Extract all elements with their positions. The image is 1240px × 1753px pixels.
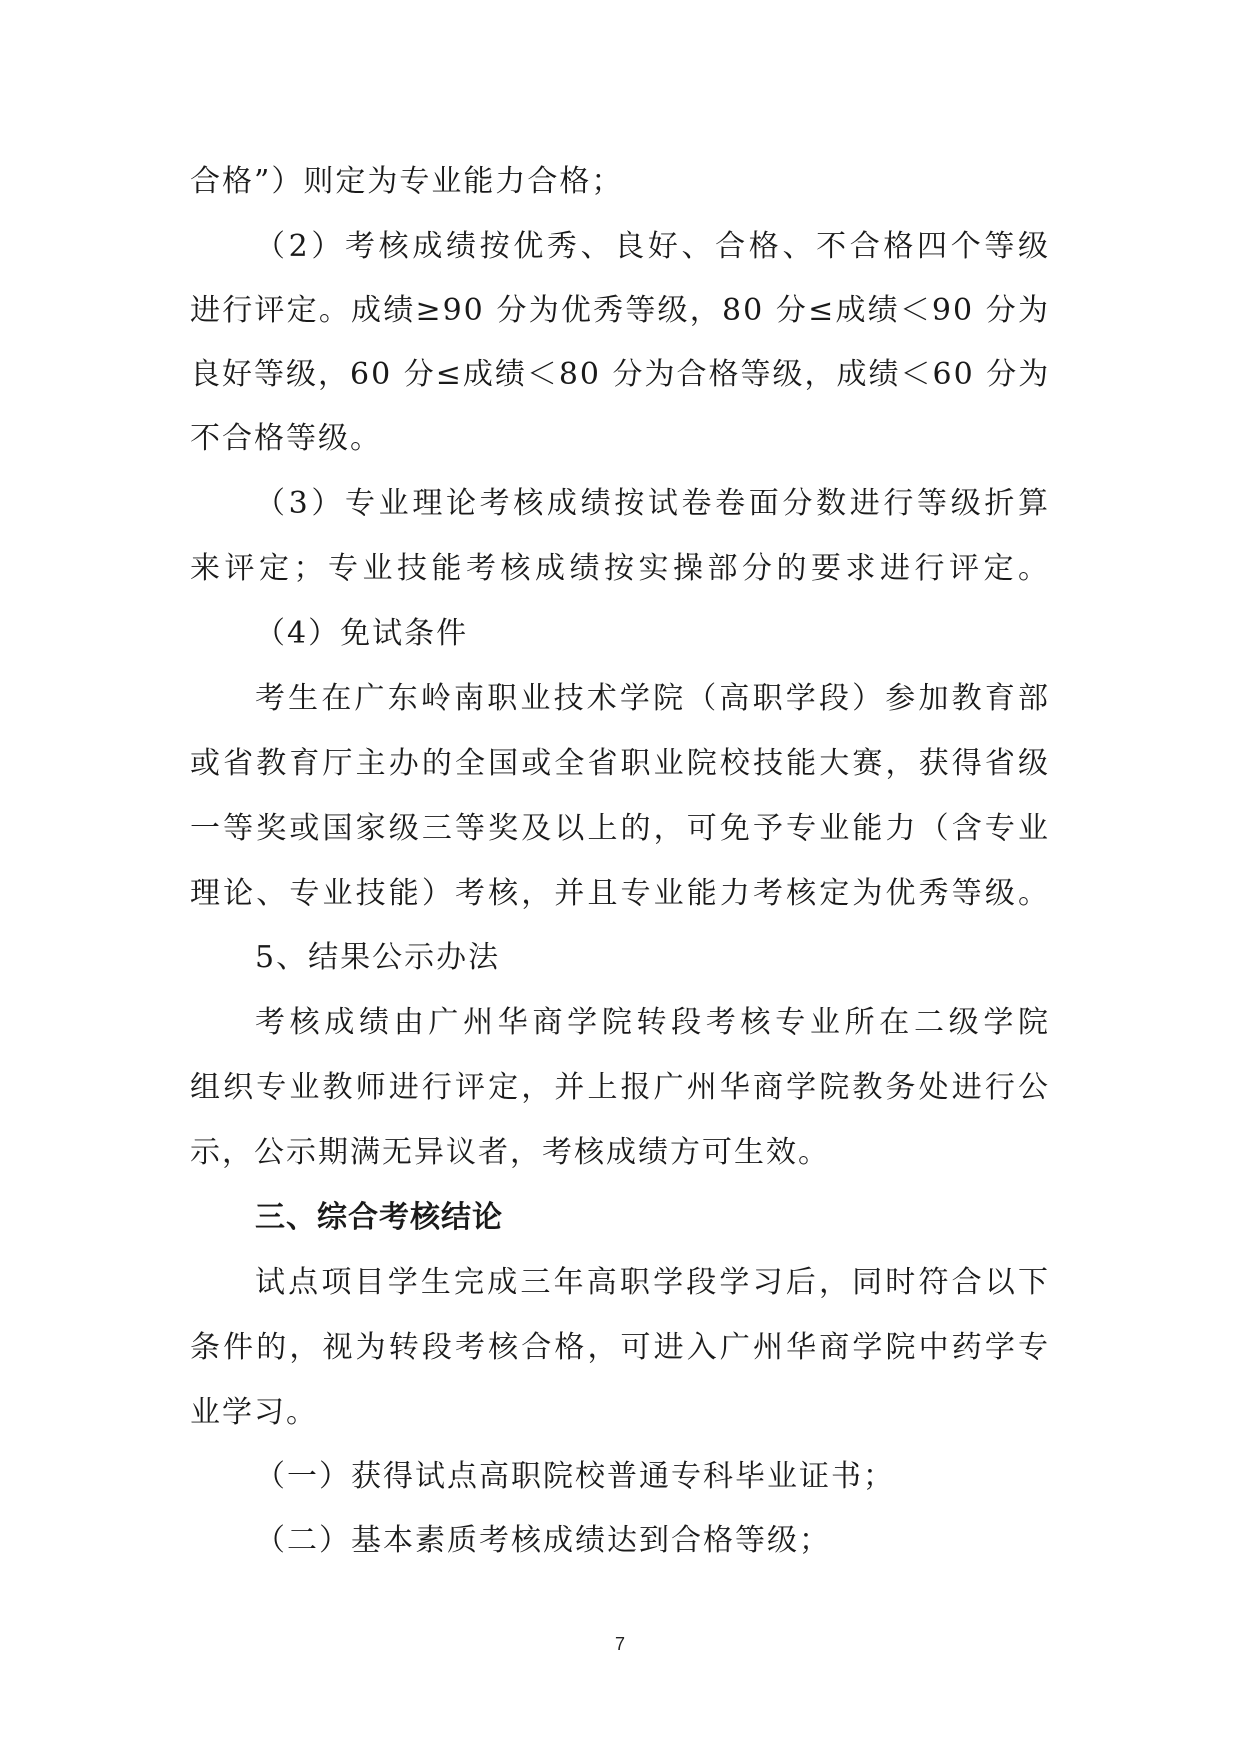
text-line: 考生在广东岭南职业技术学院（高职学段）参加教育部 (255, 681, 1050, 716)
page-number: 7 (614, 1634, 625, 1654)
text-line: （一）获得试点高职院校普通专科毕业证书； (255, 1459, 895, 1494)
text-line: （3）专业理论考核成绩按试卷卷面分数进行等级折算 (255, 486, 1050, 521)
text-line: 5、结果公示办法 (255, 940, 501, 975)
text-line: 理论、专业技能）考核，并且专业能力考核定为优秀等级。 (190, 876, 1050, 911)
text-line: 合格”）则定为专业能力合格； (190, 164, 624, 199)
text-line: 试点项目学生完成三年高职学段学习后，同时符合以下 (255, 1265, 1050, 1300)
text-line: 一等奖或国家级三等奖及以上的，可免予专业能力（含专业 (190, 811, 1050, 846)
text-line: 或省教育厅主办的全国或全省职业院校技能大赛，获得省级 (190, 746, 1050, 781)
text-line: 来评定；专业技能考核成绩按实操部分的要求进行评定。 (190, 551, 1050, 586)
text-line: （二）基本素质考核成绩达到合格等级； (255, 1523, 831, 1558)
text-line: （4）免试条件 (255, 616, 469, 651)
section-heading: 三、综合考核结论 (255, 1200, 503, 1235)
text-line: 组织专业教师进行评定，并上报广州华商学院教务处进行公 (190, 1070, 1050, 1105)
text-line: 进行评定。成绩≥90 分为优秀等级，80 分≤成绩＜90 分为 (190, 293, 1050, 328)
text-line: 考核成绩由广州华商学院转段考核专业所在二级学院 (255, 1005, 1050, 1040)
text-line: （2）考核成绩按优秀、良好、合格、不合格四个等级 (255, 229, 1050, 264)
text-line: 良好等级，60 分≤成绩＜80 分为合格等级，成绩＜60 分为 (190, 357, 1051, 392)
text-line: 条件的，视为转段考核合格，可进入广州华商学院中药学专 (190, 1330, 1050, 1365)
text-line: 业学习。 (190, 1395, 318, 1430)
text-line: 不合格等级。 (190, 421, 382, 456)
text-line: 示，公示期满无异议者，考核成绩方可生效。 (190, 1135, 830, 1170)
